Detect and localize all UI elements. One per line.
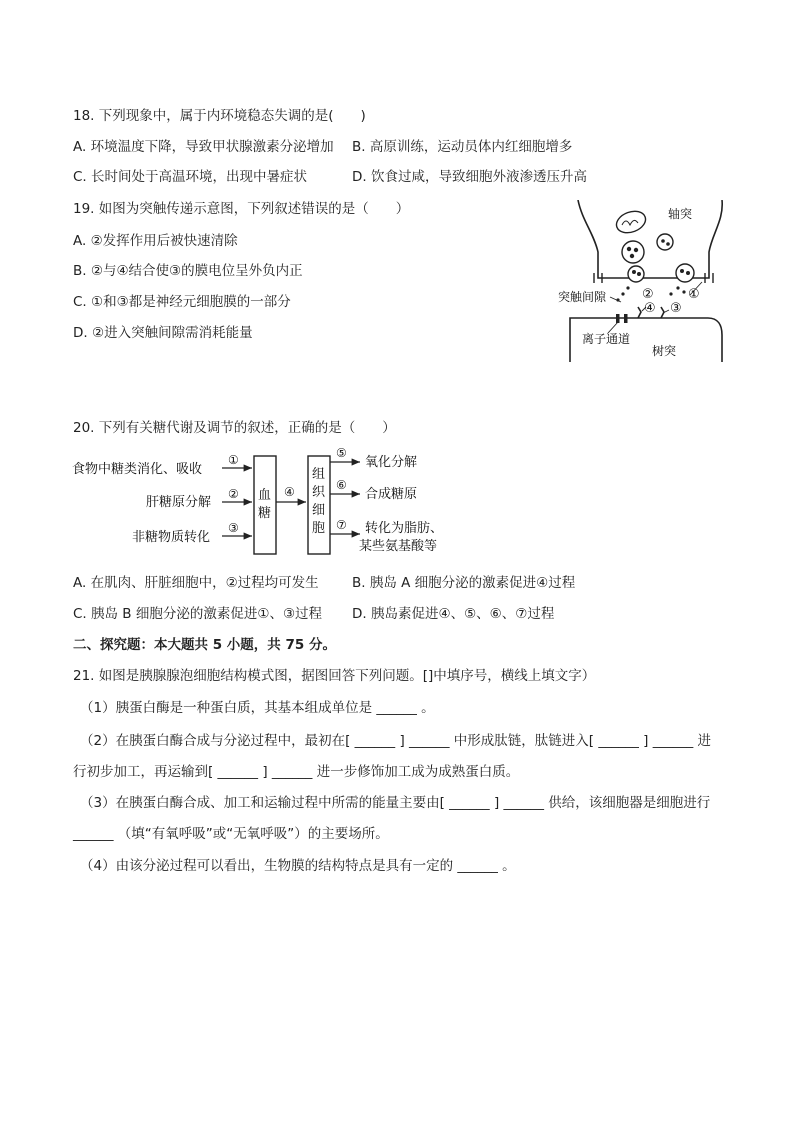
q19-option-c: C. ①和③都是神经元细胞膜的一部分 <box>73 294 291 310</box>
fusing-vesicle <box>628 266 644 282</box>
arrow-label-1: ① <box>228 453 239 467</box>
arrow-label-4: ④ <box>284 485 295 499</box>
q21-stem: 21. 如图是胰腺腺泡细胞结构模式图，据图回答下列问题。[]中填序号，横线上填文字） <box>73 668 596 684</box>
output-amino-acids: 某些氨基酸等 <box>359 539 438 554</box>
arrow-label-6: ⑥ <box>336 478 347 492</box>
q21-part-4: （4）由该分泌过程可以看出，生物膜的结构特点是具有一定的 ______ 。 <box>80 858 516 874</box>
q18-stem: 18. 下列现象中，属于内环境稳态失调的是( ) <box>73 108 366 124</box>
q19-option-d: D. ②进入突触间隙需消耗能量 <box>73 325 253 341</box>
svg-text:胞: 胞 <box>312 521 326 536</box>
q21-part-1: （1）胰蛋白酶是一种蛋白质，其基本组成单位是 ______ 。 <box>80 700 435 716</box>
q18-option-b: B. 高原训练，运动员体内红细胞增多 <box>352 139 573 155</box>
q20-stem: 20. 下列有关糖代谢及调节的叙述，正确的是（ ） <box>73 420 396 436</box>
mitochondrion <box>613 207 648 236</box>
section-heading: 二、探究题：本大题共 5 小题，共 75 分。 <box>73 637 336 653</box>
label-axon: 轴突 <box>668 207 693 221</box>
glucose-metabolism-diagram <box>72 448 472 560</box>
blood-glucose-char1: 血 <box>258 488 272 503</box>
arrow-label-7: ⑦ <box>336 518 347 532</box>
blood-glucose-box <box>254 456 276 554</box>
q19-option-a: A. ②发挥作用后被快速清除 <box>73 233 238 249</box>
ion-channel <box>616 314 620 323</box>
output-oxidation: 氧化分解 <box>365 455 418 470</box>
q18-option-d: D. 饮食过咸，导致细胞外液渗透压升高 <box>352 169 587 185</box>
q20-option-b: B. 胰岛 A 细胞分泌的激素促进④过程 <box>352 575 576 591</box>
svg-text:细: 细 <box>312 503 326 518</box>
arrow-label-2: ② <box>228 487 239 501</box>
q21-part-2-line2: 行初步加工，再运输到[ ______ ] ______ 进一步修饰加工成为成熟蛋白质。 <box>73 764 520 780</box>
q19-option-b: B. ②与④结合使③的膜电位呈外负内正 <box>73 263 303 279</box>
q20-option-c: C. 胰岛 B 细胞分泌的激素促进①、③过程 <box>73 606 323 622</box>
label-1: ① <box>688 287 700 302</box>
q21-part-2-line1: （2）在胰蛋白酶合成与分泌过程中，最初在[ ______ ] ______ 中形成肽链，肽链进入[ ______ ] ______ 进 <box>80 733 711 749</box>
synapse-diagram <box>558 200 728 362</box>
label-3: ③ <box>670 301 682 316</box>
label-4: ④ <box>644 301 656 316</box>
label-ion-channel: 离子通道 <box>582 332 631 346</box>
label-2: ② <box>642 287 654 302</box>
source-digestion: 食物中糖类消化、吸收 <box>72 462 203 477</box>
output-glycogen: 合成糖原 <box>365 487 418 502</box>
vesicle <box>657 234 673 250</box>
q21-part-3-line2: ______ （填“有氧呼吸”或“无氧呼吸”）的主要场所。 <box>73 826 389 842</box>
svg-text:织: 织 <box>312 485 326 500</box>
source-glycogenolysis: 肝糖原分解 <box>146 495 212 510</box>
svg-text:组: 组 <box>312 467 326 482</box>
presynaptic-membrane <box>578 200 722 278</box>
arrow-label-5: ⑤ <box>336 448 347 460</box>
arrow-label-3: ③ <box>228 521 239 535</box>
q18-option-a: A. 环境温度下降，导致甲状腺激素分泌增加 <box>73 139 334 155</box>
label-synaptic-cleft: 突触间隙 <box>558 290 607 304</box>
output-fat: 转化为脂肪、 <box>365 521 444 536</box>
q21-part-3-line1: （3）在胰蛋白酶合成、加工和运输过程中所需的能量主要由[ ______ ] ______ 供给，该细胞器是细胞进行 <box>80 795 711 811</box>
q20-option-d: D. 胰岛素促进④、⑤、⑥、⑦过程 <box>352 606 555 622</box>
source-gluconeogenesis: 非糖物质转化 <box>132 530 211 545</box>
vesicle <box>622 241 644 263</box>
q18-option-c: C. 长时间处于高温环境，出现中暑症状 <box>73 169 308 185</box>
blood-glucose-char2: 糖 <box>258 506 272 521</box>
q20-option-a: A. 在肌肉、肝脏细胞中，②过程均可发生 <box>73 575 319 591</box>
q19-stem: 19. 如图为突触传递示意图，下列叙述错误的是（ ） <box>73 201 410 217</box>
receptor <box>638 307 641 318</box>
label-dendrite: 树突 <box>652 344 677 358</box>
fusing-vesicle <box>676 264 694 282</box>
